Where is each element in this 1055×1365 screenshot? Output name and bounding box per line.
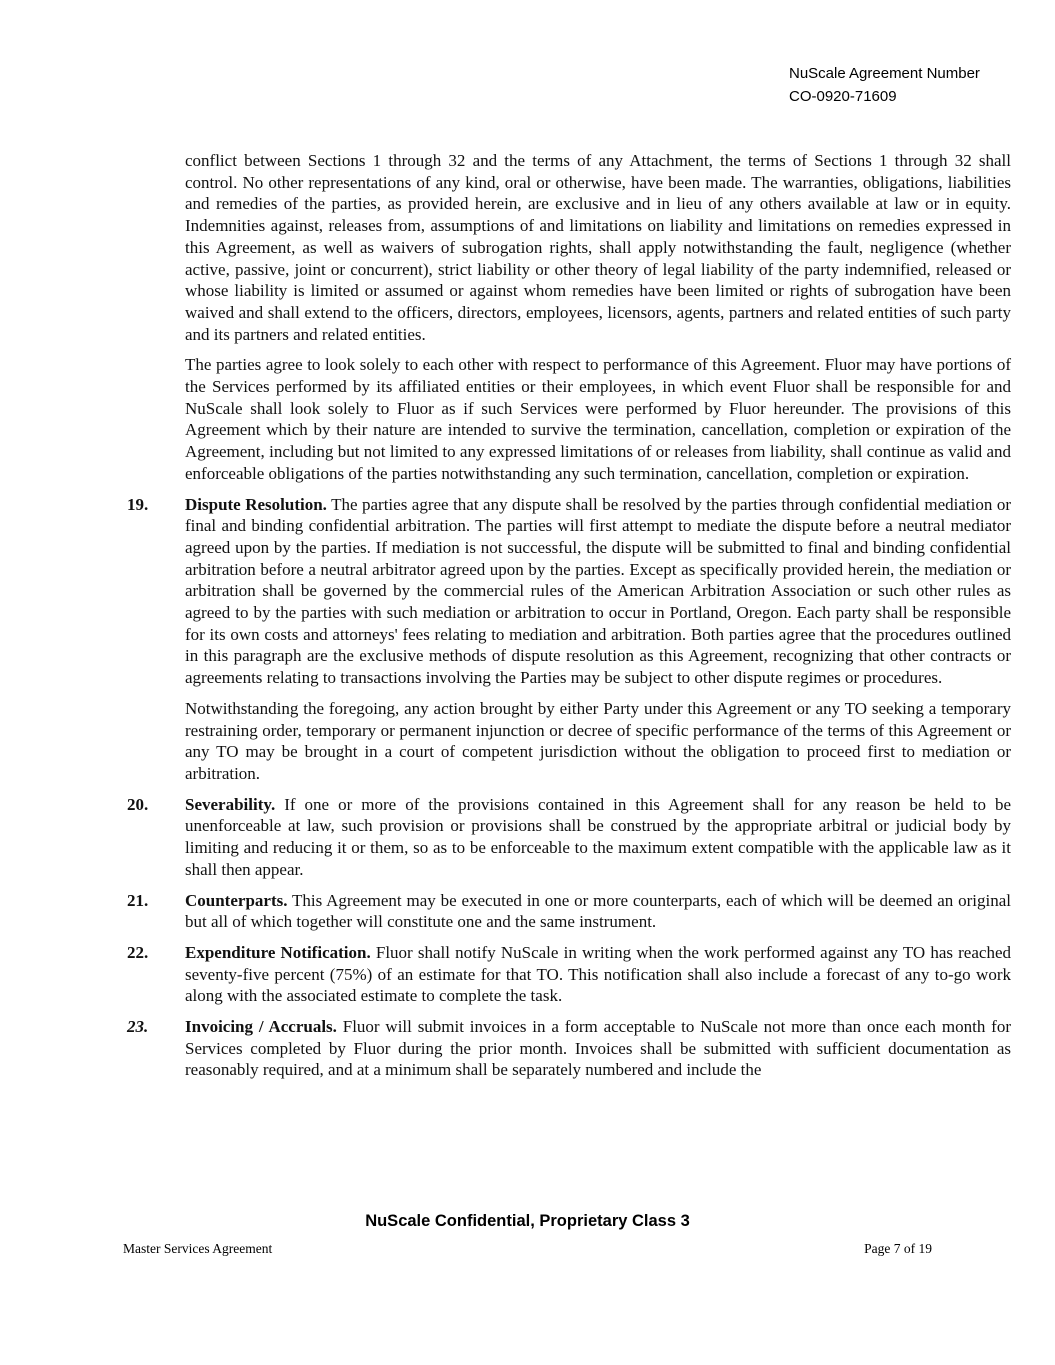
paragraph-text: The parties agree that any dispute shall be resolved by the parties through confidential mediation or final and binding confidential arbitration. The parties will first attempt to mediate the dispute before a neutral mediator agreed upon by the parties. If mediation is not successful, the dispute will be submitted to final and binding confidential arbitration before a neutral arbitrator agreed upon by the parties. Except as specifically provided herein, the mediation or arbitration shall be governed by the commercial rules of the American Arbitration Association or such other rules as agreed to by the parties with such mediation or arbitration to occur in Portland, Oregon. Each party shall be responsible for its own costs and attorneys' fees relating to mediation and arbitration. Both parties agree that the procedures outlined in this paragraph are the exclusive methods of dispute resolution as this Agreement, recognizing that other contracts or agreements relating to transactions involving the Parties may be subject to other dispute regimes or procedures. <box>185 494 1011 688</box>
paragraph-notwithstanding <box>185 698 1011 785</box>
paragraph-text: Fluor shall notify NuScale in writing when the work performed against any TO has reached seventy-five percent (75%) of an estimate for that TO. This notification shall also include a forecast of any to-go work along with the associated estimate to complete the task. <box>185 942 1011 1006</box>
section-number: 22. <box>127 942 149 962</box>
agreement-number-label: NuScale Agreement Number <box>789 65 980 82</box>
section-number: 23. <box>127 1017 149 1037</box>
footer-document-title: Master Services Agreement <box>123 1241 273 1256</box>
paragraph-parties-agree <box>185 354 1011 484</box>
paragraph-text: conflict between Sections 1 through 32 and the terms of any Attachment, the terms of Sections 1 through 32 shall control. No other representations of any kind, oral or otherwise, have been made. The warranties, obligations, liabilities and remedies of the parties, as provided herein, are exclusive and in lieu of any others available at law or in equity. Indemnities against, releases from, assumptions of and limitations on liability and limitations on remedies expressed in this Agreement, as well as waivers of subrogation rights, shall apply notwithstanding the fault, negligence (whether active, passive, joint or concurrent), strict liability or other theory of legal liability of the party indemnified, released or whose liability is limited or assumed or against whom remedies have been limited or rights of subrogation have been waived and shall extend to the officers, directors, employees, licensors, agents, partners and related entities of such party and its partners and related entities. <box>185 151 1011 344</box>
paragraph-text: This Agreement may be executed in one or more counterparts, each of which will be deemed an original but all of which together will constitute one and the same instrument. <box>185 890 1011 932</box>
section-number: 21. <box>127 890 149 910</box>
section-19-dispute-resolution <box>127 494 1011 689</box>
section-heading: Expenditure Notification. <box>185 942 371 962</box>
paragraph-text: The parties agree to look solely to each other with respect to performance of this Agreement. Fluor may have portions of the Services performed by its affiliated entities or their employees, in which event Fluor shall be responsible for and NuScale shall look solely to Fluor as if such Services were performed by Fluor hereunder. The provisions of this Agreement which by their nature are intended to survive the termination, cancellation, completion or expiration of the Agreement, including but not limited to any expressed limitations of or releases from liability, shall continue as valid and enforceable obligations of the parties notwithstanding any such termination, cancellation, completion or expiration. <box>185 355 1011 483</box>
document-body <box>127 150 1011 1090</box>
section-21-counterparts <box>127 890 1011 933</box>
section-heading: Counterparts. <box>185 890 288 910</box>
agreement-number-header <box>789 62 980 108</box>
section-20-severability <box>127 794 1011 881</box>
section-heading: Invoicing / Accruals. <box>185 1017 337 1037</box>
section-number: 20. <box>127 794 149 814</box>
paragraph-text: If one or more of the provisions contained in this Agreement shall for any reason be held to be unenforceable at law, such provision or provisions shall be construed by the appropriate arbitral or judicial body by limiting and reducing it or them, so as to be enforceable to the maximum extent compatible with the applicable law as it shall then appear. <box>185 794 1011 879</box>
footer-page-number: Page 7 of 19 <box>864 1241 932 1256</box>
confidentiality-notice: NuScale Confidential, Proprietary Class 3 <box>365 1212 690 1230</box>
paragraph-continuation <box>185 150 1011 345</box>
section-heading: Dispute Resolution. <box>185 494 327 514</box>
paragraph-text: Notwithstanding the foregoing, any action brought by either Party under this Agreement or any TO seeking a temporary restraining order, temporary or permanent injunction or decree of specific performance of the terms of this Agreement or any TO may be brought in a court of competent jurisdiction without the obligation to proceed first to mediation or arbitration. <box>185 698 1011 783</box>
agreement-number-value: CO-0920-71609 <box>789 88 897 105</box>
section-heading: Severability. <box>185 794 276 814</box>
section-number: 19. <box>127 494 149 514</box>
section-23-invoicing-accruals <box>127 1016 1011 1081</box>
section-22-expenditure-notification <box>127 942 1011 1007</box>
paragraph-text: Fluor will submit invoices in a form acceptable to NuScale not more than once each month for Services completed by Fluor during the prior month. Invoices shall be submitted with sufficient documentation as reasonably required, and at a minimum shall be separately numbered and include the <box>185 1017 1011 1080</box>
